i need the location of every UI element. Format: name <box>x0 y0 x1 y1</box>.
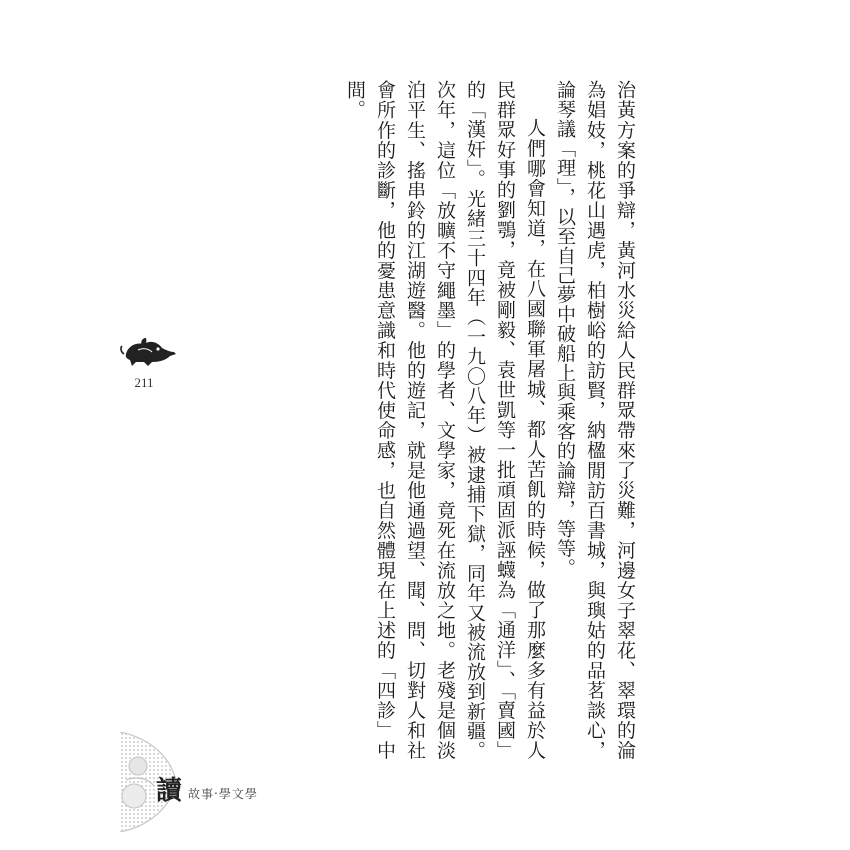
paragraph-continued: 治黃方案的爭辯，黃河水災給人民群眾帶來了災難，河邊女子翠花、翠環的淪為娼妓，桃花山遇虎，柏樹峪的訪賢，納楹閒訪百書城，與璵姑的品茗談心，論琴議「理」，以至自己夢中破船上與乘客的論辯，等等。 <box>554 80 636 760</box>
paragraph: 人們哪會知道，在八國聯軍屠城、都人苦飢的時候，做了那麼多有益於人民群眾好事的劉鶚，竟被剛毅、袁世凱等一批頑固派誣蠛為「通洋」、「賣國」的「漢奸」。光緒三十四年（一九〇八年）被逮捕下獄，同年又被流放到新疆。次年，這位「放曠不守繩墨」的學者、文學家，竟死在流放之地。老殘是個淡泊平生、搖串鈴的江湖遊醫。他的遊記，就是他通過望、聞、問、切對人和社會所作的診斷，他的憂患意識和時代使命感，也自然體現在上述的「四診」中間。 <box>344 80 546 760</box>
mouse-emblem-icon <box>120 332 178 368</box>
body-text <box>344 80 640 760</box>
series-logo-character: 讀 <box>156 776 183 806</box>
series-title: 故事‧學文學 <box>188 787 258 801</box>
page-number: 211 <box>134 375 154 390</box>
